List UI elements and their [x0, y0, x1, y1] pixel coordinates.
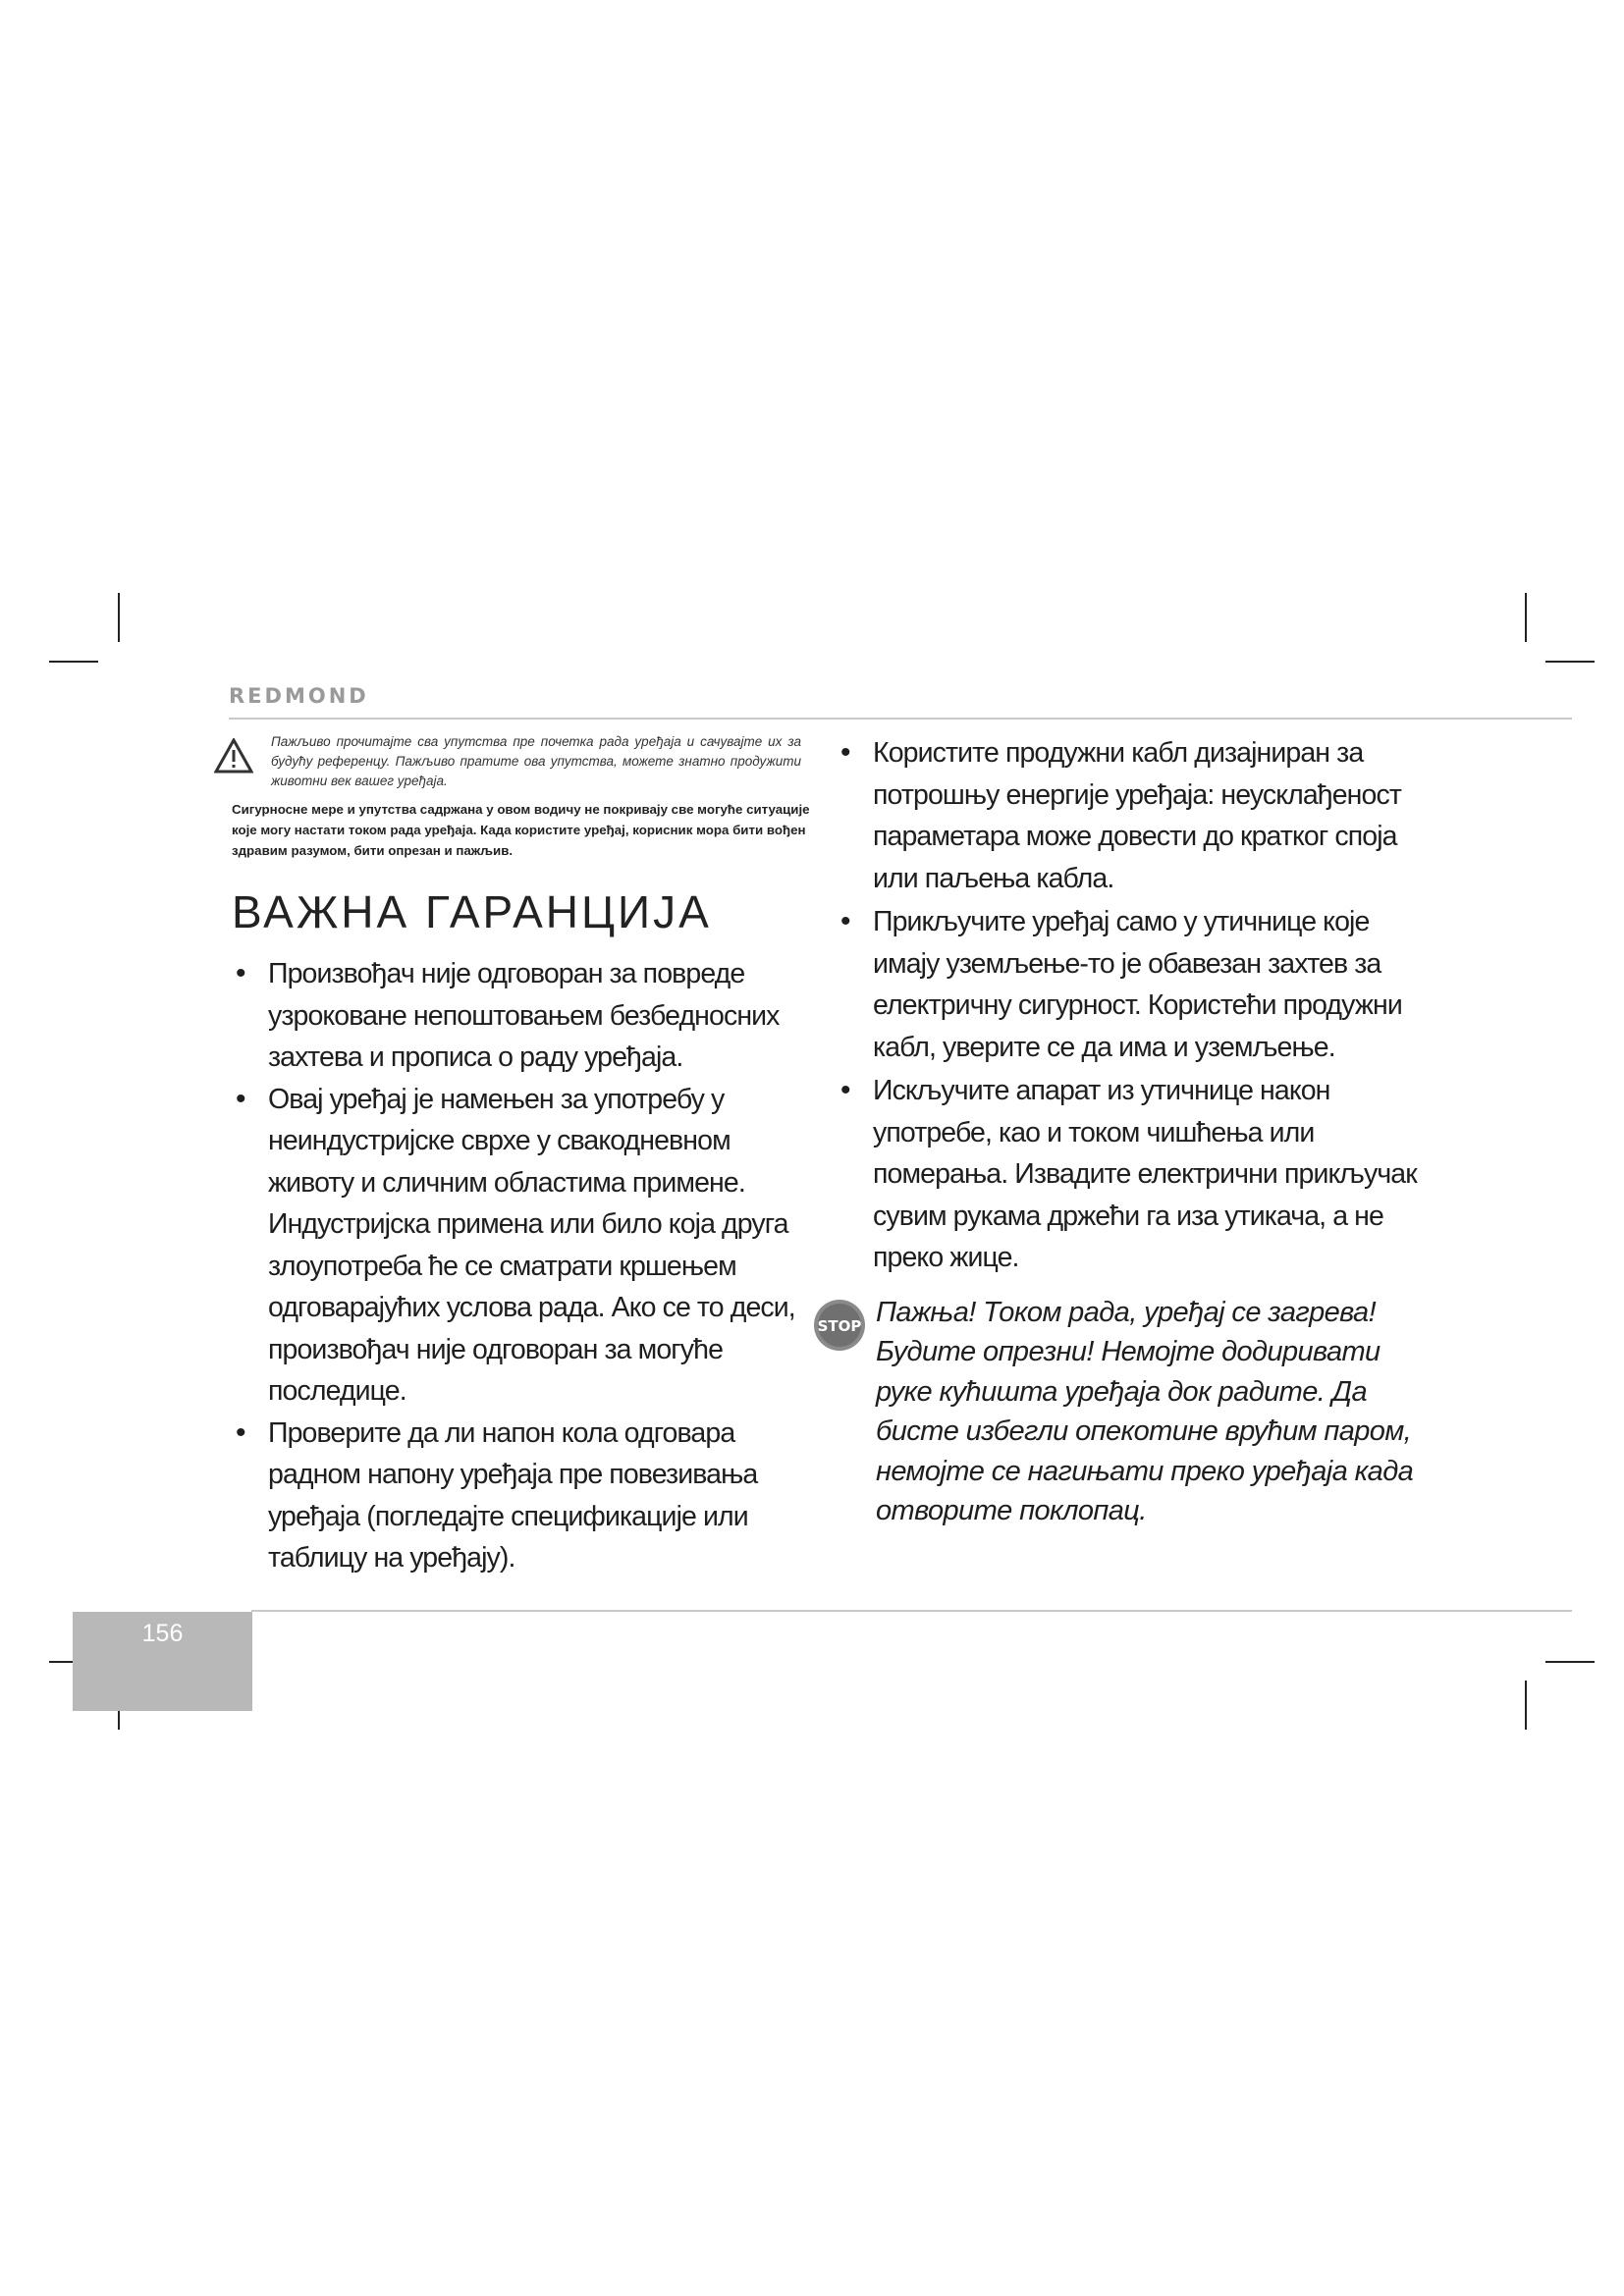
bullet-icon: • — [236, 957, 245, 989]
bullet-icon: • — [236, 1415, 245, 1449]
stop-sign-icon — [813, 1299, 866, 1357]
footer-rule — [251, 1610, 1572, 1612]
stop-label: STOP — [817, 1316, 862, 1335]
left-column — [232, 732, 821, 1579]
section-title: ВАЖНА ГАРАНЦИЈА — [232, 886, 712, 937]
bullet-icon: • — [840, 736, 850, 769]
warning-triangle-icon — [214, 738, 253, 778]
header-rule — [229, 718, 1572, 720]
safety-note: Сигурносне мере и упутства садржана у овом водичу не покривају све могуће ситуације које могу настати током рада уређаја. Када користите уређај, корисник мора бити вођен здравим разумом, бити опрезан и пажљив. — [232, 802, 810, 858]
warning-note — [232, 732, 821, 791]
right-column — [817, 732, 1426, 1531]
crop-mark — [1545, 1661, 1595, 1663]
crop-mark — [1525, 1681, 1527, 1730]
crop-mark — [1545, 661, 1595, 663]
list-item: • Искључите апарат из утичнице након употребе, као и током чишћења или померања. Извадите електрични прикључак сувим рукама држећи га иза утикача, а не преко жице. — [837, 1070, 1426, 1279]
bullet-icon: • — [236, 1082, 245, 1115]
crop-mark — [1525, 593, 1527, 642]
crop-mark — [49, 661, 98, 663]
list-item: • Користите продужни кабл дизајниран за потрошњу енергије уређаја: неусклађеност параметара може довести до кратког споја или паљења кабла. — [837, 732, 1426, 899]
list-item: • Овај уређај је намењен за употребу у неиндустријске сврхе у свакодневном животу и сличним областима примене. Индустријска примена или било која друга злоупотреба ће се сматрати кршењем одговарајућих услова рада. Ако се то деси, произвођач није одговоран за могуће последице. — [232, 1079, 821, 1413]
list-item: • Прикључите уређај само у утичнице које имају уземљење-то је обавезан захтев за електричну сигурност. Користећи продужни кабл, уверите се да има и уземљење. — [837, 901, 1426, 1068]
brand-logo: REDMOND — [229, 684, 369, 708]
list-item: • Произвођач није одговоран за повреде узроковане непоштовањем безбедносних захтева и прописа о раду уређаја. — [232, 953, 821, 1079]
page-number: 156 — [141, 1620, 184, 1647]
stop-warning-text: Пажња! Током рада, уређај се загрева! Будите опрезни! Немојте додиривати руке кућишта уређаја док радите. Да бисте избегли опекотине врућим паром, немојте се нагињати преко уређаја када отворите поклопац. — [876, 1296, 1414, 1526]
bullet-icon: • — [840, 905, 850, 937]
stop-warning — [817, 1293, 1426, 1531]
right-bullet-list — [837, 732, 1426, 1279]
list-item: • Проверите да ли напон кола одговара радном напону уређаја пре повезивања уређаја (погледајте спецификације или таблицу на уређају). — [232, 1413, 821, 1579]
warning-note-text: Пажљиво прочитајте сва упутства пре почетка рада уређаја и сачувајте их за будућу референцу. Пажљиво пратите ова упутства, можете знатно продужити животни век вашег уређаја. — [271, 734, 801, 788]
page-number-box — [73, 1612, 252, 1711]
crop-mark — [118, 593, 120, 642]
left-bullet-list — [232, 953, 821, 1579]
bullet-icon: • — [840, 1074, 850, 1106]
